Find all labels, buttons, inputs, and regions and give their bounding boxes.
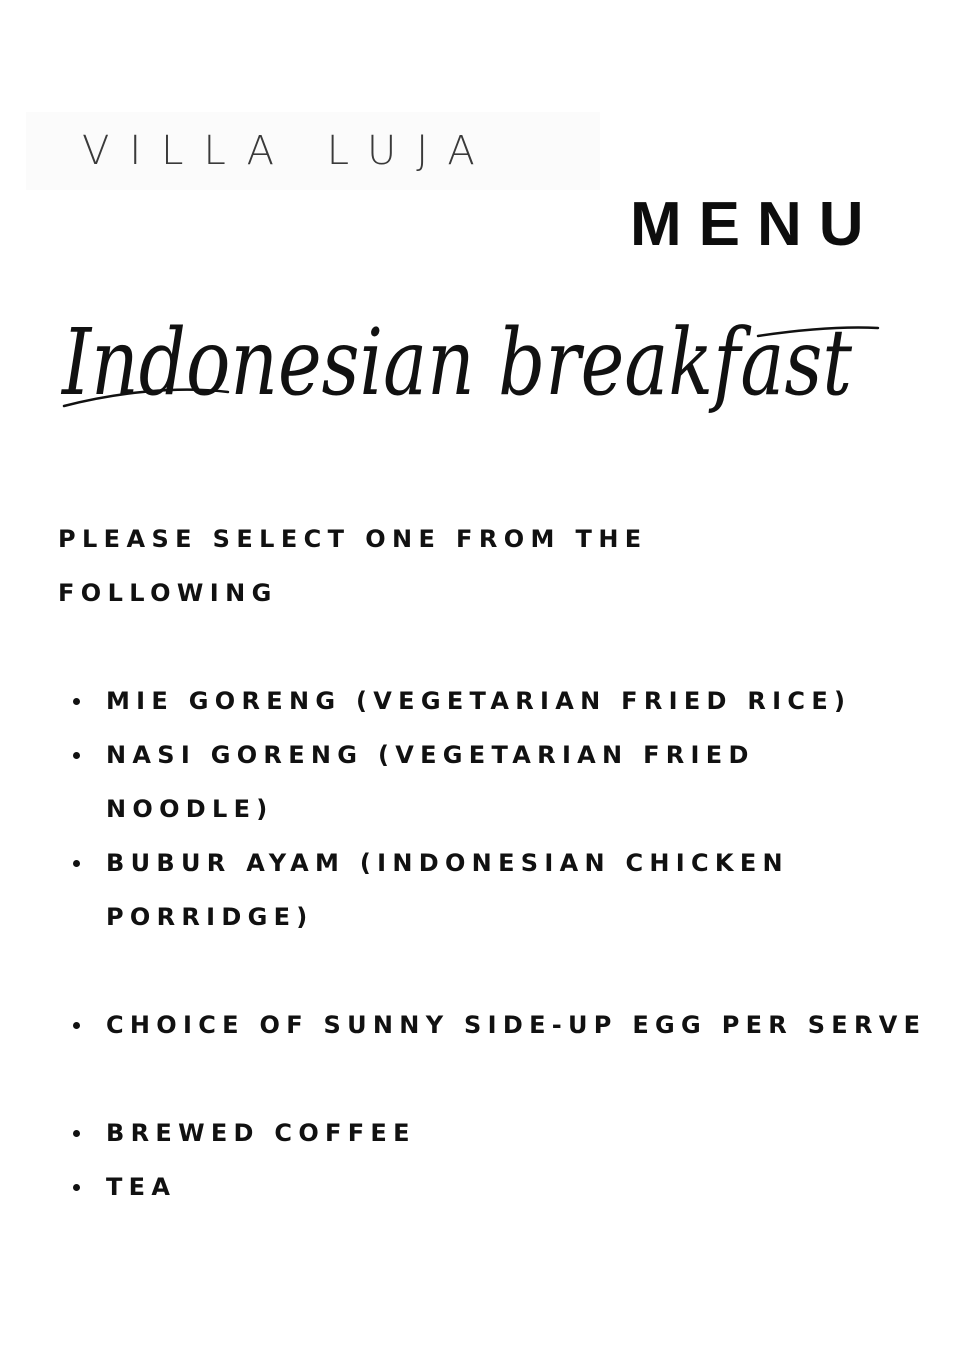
brand-logo: VILLA LUJA [82,128,495,174]
menu-title: MENU [630,190,881,259]
bullet-icon [73,1184,80,1191]
bullet-icon [73,1022,80,1029]
menu-item-label: MIE GORENG (VEGETARIAN FRIED RICE) [106,687,852,715]
menu-item-bubur-ayam [70,836,930,944]
menu-item-label: BREWED COFFEE [106,1119,416,1147]
menu-item-label: TEA [106,1173,177,1201]
bullet-icon [73,1130,80,1137]
bullet-icon [73,860,80,867]
menu-item-mie-goreng [70,674,930,728]
menu-item-nasi-goreng [70,728,930,836]
menu-item-coffee [70,1106,930,1160]
menu-items [70,674,930,1214]
bullet-icon [73,752,80,759]
bullet-icon [73,698,80,705]
menu-item-tea [70,1160,930,1214]
script-subtitle-text: Indonesian breakfast [60,309,853,416]
script-subtitle [58,296,888,446]
intro-text: PLEASE SELECT ONE FROM THE FOLLOWING [58,525,648,607]
menu-item-label: CHOICE OF SUNNY SIDE-UP EGG PER SERVE [106,1011,927,1039]
menu-item-label: NASI GORENG (VEGETARIAN FRIED NOODLE) [106,741,755,823]
menu-item-egg [70,998,930,1052]
menu-item-label: BUBUR AYAM (INDONESIAN CHICKEN PORRIDGE) [106,849,789,931]
